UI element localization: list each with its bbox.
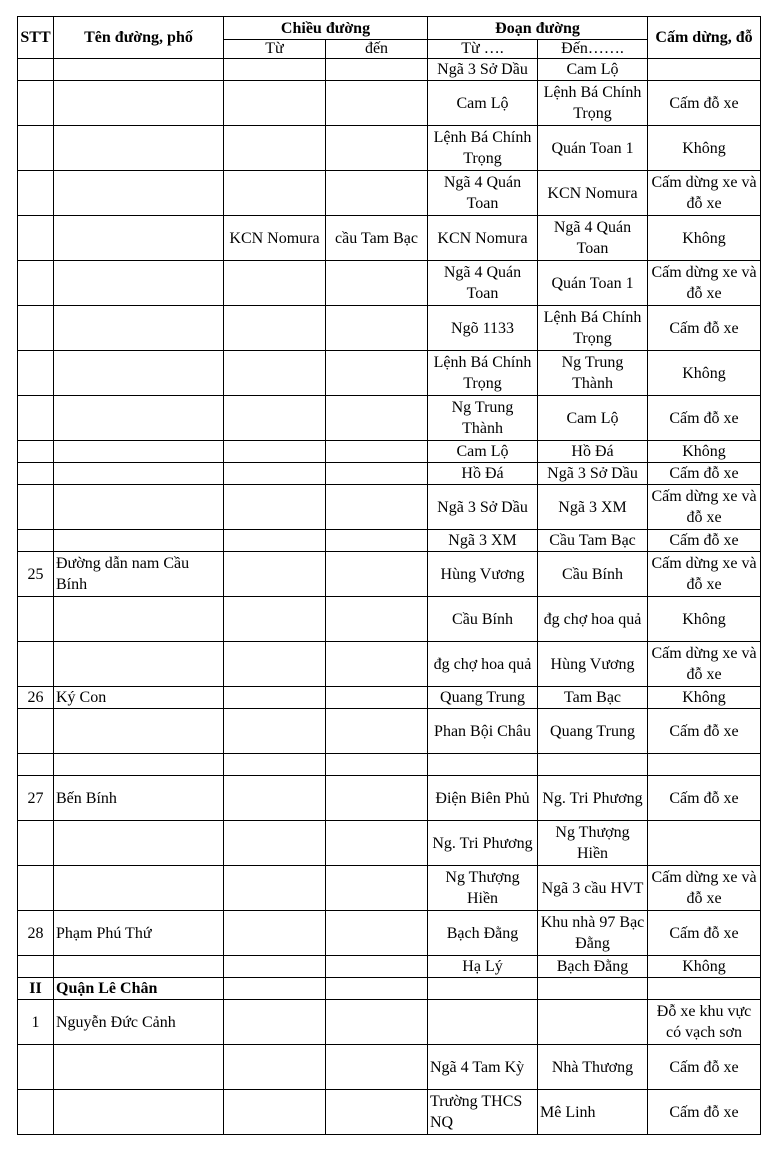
- cell-stt: [18, 126, 54, 171]
- cell-stt: [18, 463, 54, 485]
- cell-ban: [648, 978, 761, 1000]
- cell-section-from: Ng Trung Thành: [428, 396, 538, 441]
- cell-stt: [18, 754, 54, 776]
- cell-direction-from: [224, 81, 326, 126]
- cell-section-to: Ngã 3 XM: [538, 485, 648, 530]
- cell-direction-from: [224, 956, 326, 978]
- table-row: [18, 261, 761, 306]
- cell-section-from: Ngã 3 Sở Dầu: [428, 485, 538, 530]
- cell-stt: [18, 351, 54, 396]
- cell-direction-from: [224, 1000, 326, 1045]
- cell-section-to: Quán Toan 1: [538, 261, 648, 306]
- table-row: [18, 552, 761, 597]
- cell-direction-to: [326, 866, 428, 911]
- cell-direction-to: [326, 754, 428, 776]
- table-row: [18, 754, 761, 776]
- cell-street: [54, 81, 224, 126]
- cell-section-from: Trường THCS NQ: [428, 1090, 538, 1135]
- cell-section-to: Khu nhà 97 Bạc Đằng: [538, 911, 648, 956]
- cell-section-to: Ngã 3 cầu HVT: [538, 866, 648, 911]
- cell-section-from: [428, 1000, 538, 1045]
- cell-ban: [648, 754, 761, 776]
- cell-ban: Cấm đỗ xe: [648, 911, 761, 956]
- cell-section-from: Lệnh Bá Chính Trọng: [428, 351, 538, 396]
- cell-direction-to: [326, 821, 428, 866]
- cell-ban: Không: [648, 351, 761, 396]
- cell-stt: [18, 441, 54, 463]
- cell-street: Quận Lê Chân: [54, 978, 224, 1000]
- cell-stt: [18, 1045, 54, 1090]
- cell-street: [54, 597, 224, 642]
- table-row: [18, 1045, 761, 1090]
- cell-stt: [18, 261, 54, 306]
- cell-section-from: Ngã 4 Quán Toan: [428, 171, 538, 216]
- cell-street: [54, 530, 224, 552]
- cell-street: [54, 59, 224, 81]
- cell-section-to: Quang Trung: [538, 709, 648, 754]
- cell-section-to: Mê Linh: [538, 1090, 648, 1135]
- cell-section-to: Nhà Thương: [538, 1045, 648, 1090]
- table-row: [18, 441, 761, 463]
- cell-section-to: KCN Nomura: [538, 171, 648, 216]
- parking-regulation-table: [17, 16, 761, 1135]
- cell-section-to: Bạch Đằng: [538, 956, 648, 978]
- cell-stt: [18, 396, 54, 441]
- cell-stt: [18, 306, 54, 351]
- cell-section-to: Tam Bạc: [538, 687, 648, 709]
- cell-section-from: Hùng Vương: [428, 552, 538, 597]
- cell-ban: [648, 821, 761, 866]
- table-row: [18, 485, 761, 530]
- cell-direction-from: [224, 687, 326, 709]
- cell-direction-from: [224, 1090, 326, 1135]
- cell-section-from: Ngã 4 Tam Kỳ: [428, 1045, 538, 1090]
- cell-direction-to: [326, 978, 428, 1000]
- cell-ban: [648, 59, 761, 81]
- cell-stt: [18, 530, 54, 552]
- cell-ban: Không: [648, 441, 761, 463]
- cell-section-from: Cầu Bính: [428, 597, 538, 642]
- cell-direction-to: [326, 351, 428, 396]
- cell-street: [54, 485, 224, 530]
- cell-street: [54, 396, 224, 441]
- cell-direction-from: [224, 351, 326, 396]
- cell-street: [54, 956, 224, 978]
- cell-section-to: Ngã 4 Quán Toan: [538, 216, 648, 261]
- cell-section-from: Ngã 4 Quán Toan: [428, 261, 538, 306]
- cell-direction-from: [224, 911, 326, 956]
- table-row: [18, 59, 761, 81]
- cell-direction-from: [224, 552, 326, 597]
- cell-direction-from: [224, 754, 326, 776]
- table-row: [18, 911, 761, 956]
- table-body: [18, 59, 761, 1135]
- table-row: [18, 642, 761, 687]
- cell-street: Bến Bính: [54, 776, 224, 821]
- cell-street: [54, 866, 224, 911]
- cell-street: Phạm Phú Thứ: [54, 911, 224, 956]
- cell-ban: Cấm dừng xe và đỗ xe: [648, 171, 761, 216]
- cell-ban: Không: [648, 597, 761, 642]
- cell-street: [54, 441, 224, 463]
- cell-section-to: Ng. Tri Phương: [538, 776, 648, 821]
- cell-ban: Đỗ xe khu vực có vạch sơn: [648, 1000, 761, 1045]
- header-street: Tên đường, phố: [54, 17, 224, 59]
- cell-ban: Cấm đỗ xe: [648, 709, 761, 754]
- table-row: [18, 396, 761, 441]
- cell-section-to: Cam Lộ: [538, 396, 648, 441]
- cell-street: [54, 171, 224, 216]
- table-row: [18, 216, 761, 261]
- cell-direction-to: cầu Tam Bạc: [326, 216, 428, 261]
- cell-section-to: Ngã 3 Sở Dầu: [538, 463, 648, 485]
- cell-ban: Cấm đỗ xe: [648, 776, 761, 821]
- cell-direction-to: [326, 530, 428, 552]
- cell-section-from: Ng Thượng Hiền: [428, 866, 538, 911]
- cell-direction-from: [224, 866, 326, 911]
- cell-direction-from: [224, 709, 326, 754]
- cell-direction-to: [326, 687, 428, 709]
- cell-direction-to: [326, 126, 428, 171]
- cell-section-from: Ngã 3 Sở Dầu: [428, 59, 538, 81]
- table-row: [18, 866, 761, 911]
- table-row: [18, 463, 761, 485]
- cell-stt: [18, 81, 54, 126]
- cell-direction-from: [224, 441, 326, 463]
- cell-street: [54, 261, 224, 306]
- cell-direction-from: [224, 396, 326, 441]
- cell-ban: Cấm dừng xe và đỗ xe: [648, 485, 761, 530]
- cell-ban: Cấm dừng xe và đỗ xe: [648, 261, 761, 306]
- cell-section-to: [538, 1000, 648, 1045]
- cell-direction-from: [224, 126, 326, 171]
- cell-direction-to: [326, 81, 428, 126]
- cell-section-from: Cam Lộ: [428, 441, 538, 463]
- cell-stt: [18, 956, 54, 978]
- cell-section-to: [538, 978, 648, 1000]
- table-row: [18, 351, 761, 396]
- cell-section-from: Quang Trung: [428, 687, 538, 709]
- cell-section-to: Lệnh Bá Chính Trọng: [538, 81, 648, 126]
- table-row: [18, 597, 761, 642]
- cell-section-to: đg chợ hoa quả: [538, 597, 648, 642]
- table-row: [18, 776, 761, 821]
- cell-street: [54, 306, 224, 351]
- cell-street: Đường dẫn nam Cầu Bính: [54, 552, 224, 597]
- cell-section-from: Cam Lộ: [428, 81, 538, 126]
- cell-direction-to: [326, 1000, 428, 1045]
- cell-direction-from: [224, 306, 326, 351]
- cell-street: [54, 709, 224, 754]
- cell-stt: 25: [18, 552, 54, 597]
- cell-section-to: [538, 754, 648, 776]
- cell-section-to: Cam Lộ: [538, 59, 648, 81]
- table-row: [18, 1090, 761, 1135]
- cell-direction-to: [326, 306, 428, 351]
- cell-ban: Cấm đỗ xe: [648, 530, 761, 552]
- cell-section-from: [428, 754, 538, 776]
- table-row: [18, 171, 761, 216]
- cell-section-to: Hùng Vương: [538, 642, 648, 687]
- cell-direction-from: [224, 485, 326, 530]
- header-section-from: Từ ….: [428, 40, 538, 59]
- cell-section-from: Ngõ 1133: [428, 306, 538, 351]
- cell-direction-to: [326, 485, 428, 530]
- cell-street: [54, 821, 224, 866]
- cell-direction-to: [326, 1090, 428, 1135]
- cell-ban: Cấm đỗ xe: [648, 1090, 761, 1135]
- cell-direction-from: [224, 821, 326, 866]
- cell-section-to: Cầu Tam Bạc: [538, 530, 648, 552]
- cell-ban: Cấm đỗ xe: [648, 396, 761, 441]
- cell-ban: Cấm dừng xe và đỗ xe: [648, 642, 761, 687]
- cell-stt: II: [18, 978, 54, 1000]
- header-section-to: Đến…….: [538, 40, 648, 59]
- table-row: [18, 821, 761, 866]
- cell-direction-from: [224, 642, 326, 687]
- cell-section-from: Ngã 3 XM: [428, 530, 538, 552]
- cell-direction-to: [326, 171, 428, 216]
- cell-direction-from: [224, 530, 326, 552]
- table-row: [18, 306, 761, 351]
- cell-stt: 27: [18, 776, 54, 821]
- cell-direction-from: [224, 59, 326, 81]
- cell-ban: Không: [648, 956, 761, 978]
- cell-stt: [18, 59, 54, 81]
- cell-section-to: Ng Thượng Hiền: [538, 821, 648, 866]
- cell-section-from: Lệnh Bá Chính Trọng: [428, 126, 538, 171]
- table-row: [18, 956, 761, 978]
- cell-stt: [18, 866, 54, 911]
- cell-stt: 28: [18, 911, 54, 956]
- cell-direction-to: [326, 911, 428, 956]
- cell-street: [54, 1090, 224, 1135]
- cell-direction-from: [224, 597, 326, 642]
- cell-ban: Cấm đỗ xe: [648, 463, 761, 485]
- cell-direction-to: [326, 776, 428, 821]
- cell-section-to: Quán Toan 1: [538, 126, 648, 171]
- cell-street: [54, 216, 224, 261]
- header-direction-from: Từ: [224, 40, 326, 59]
- table-row: [18, 1000, 761, 1045]
- cell-street: Ký Con: [54, 687, 224, 709]
- header-section: Đoạn đường: [428, 17, 648, 40]
- cell-stt: [18, 709, 54, 754]
- cell-direction-to: [326, 59, 428, 81]
- cell-direction-from: [224, 1045, 326, 1090]
- cell-section-from: KCN Nomura: [428, 216, 538, 261]
- cell-section-to: Ng Trung Thành: [538, 351, 648, 396]
- cell-direction-to: [326, 642, 428, 687]
- cell-ban: Không: [648, 126, 761, 171]
- table-row: [18, 81, 761, 126]
- cell-stt: [18, 216, 54, 261]
- cell-ban: Cấm đỗ xe: [648, 1045, 761, 1090]
- table-row: [18, 709, 761, 754]
- cell-section-to: Cầu Bính: [538, 552, 648, 597]
- cell-section-from: đg chợ hoa quả: [428, 642, 538, 687]
- cell-ban: Cấm dừng xe và đỗ xe: [648, 552, 761, 597]
- cell-section-from: Hồ Đá: [428, 463, 538, 485]
- cell-section-from: Bạch Đằng: [428, 911, 538, 956]
- cell-street: [54, 1045, 224, 1090]
- cell-section-from: Hạ Lý: [428, 956, 538, 978]
- cell-street: [54, 642, 224, 687]
- cell-street: [54, 754, 224, 776]
- cell-direction-to: [326, 261, 428, 306]
- cell-section-to: Hồ Đá: [538, 441, 648, 463]
- cell-stt: [18, 485, 54, 530]
- cell-section-from: Điện Biên Phủ: [428, 776, 538, 821]
- table-row: [18, 126, 761, 171]
- cell-stt: [18, 171, 54, 216]
- cell-direction-to: [326, 1045, 428, 1090]
- header-direction: Chiều đường: [224, 17, 428, 40]
- cell-stt: 1: [18, 1000, 54, 1045]
- cell-section-to: Lệnh Bá Chính Trọng: [538, 306, 648, 351]
- cell-stt: [18, 821, 54, 866]
- cell-stt: [18, 1090, 54, 1135]
- header-ban: Cấm dừng, đỗ: [648, 17, 761, 59]
- header-stt: STT: [18, 17, 54, 59]
- header-direction-to: đến: [326, 40, 428, 59]
- cell-direction-from: KCN Nomura: [224, 216, 326, 261]
- cell-ban: Cấm đỗ xe: [648, 306, 761, 351]
- cell-ban: Cấm đỗ xe: [648, 81, 761, 126]
- cell-direction-to: [326, 441, 428, 463]
- cell-direction-from: [224, 776, 326, 821]
- cell-stt: [18, 642, 54, 687]
- cell-direction-to: [326, 463, 428, 485]
- cell-street: [54, 126, 224, 171]
- cell-direction-to: [326, 956, 428, 978]
- cell-direction-from: [224, 463, 326, 485]
- cell-stt: [18, 597, 54, 642]
- cell-direction-to: [326, 552, 428, 597]
- table-row: [18, 687, 761, 709]
- cell-street: Nguyễn Đức Cảnh: [54, 1000, 224, 1045]
- cell-ban: Không: [648, 687, 761, 709]
- cell-direction-from: [224, 978, 326, 1000]
- cell-section-from: Ng. Tri Phương: [428, 821, 538, 866]
- cell-ban: Cấm dừng xe và đỗ xe: [648, 866, 761, 911]
- cell-direction-to: [326, 396, 428, 441]
- cell-direction-from: [224, 261, 326, 306]
- cell-street: [54, 463, 224, 485]
- table-row: [18, 530, 761, 552]
- cell-section-from: [428, 978, 538, 1000]
- cell-ban: Không: [648, 216, 761, 261]
- cell-direction-from: [224, 171, 326, 216]
- table-row: [18, 978, 761, 1000]
- cell-street: [54, 351, 224, 396]
- cell-section-from: Phan Bội Châu: [428, 709, 538, 754]
- cell-direction-to: [326, 597, 428, 642]
- cell-direction-to: [326, 709, 428, 754]
- cell-stt: 26: [18, 687, 54, 709]
